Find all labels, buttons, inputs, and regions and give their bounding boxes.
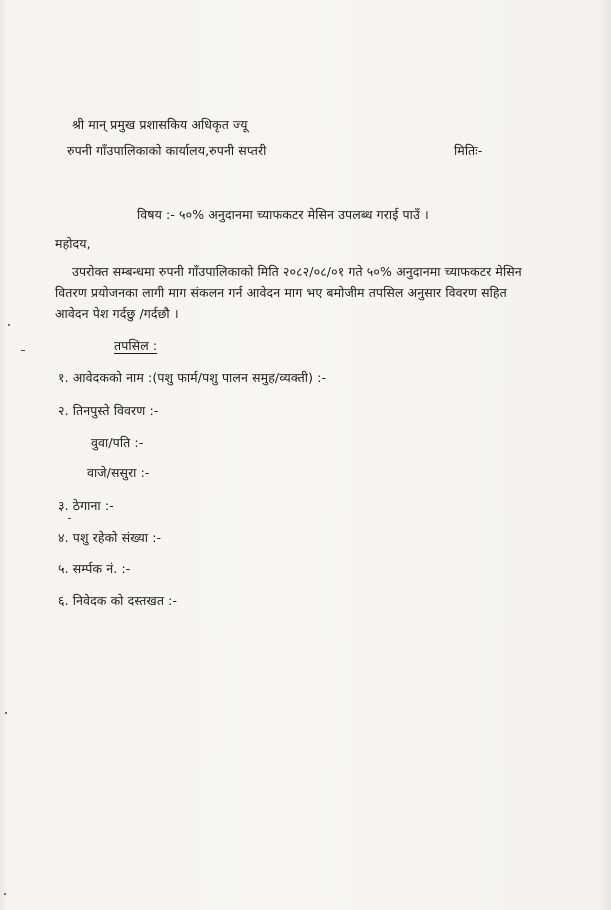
addressee-office: रुपनी गाँउपालिकाको कार्यालय,रुपनी सप्तरी bbox=[67, 143, 267, 158]
body-line-1: उपरोक्त सम्बन्धमा रुपनी गाँउपालिकाको मिति २०८२/०८/०१ गते ५०% अनुदानमा च्याफकटर मेसिन bbox=[72, 264, 522, 279]
scan-speck bbox=[68, 518, 71, 519]
date-label: मितिः- bbox=[454, 143, 483, 158]
scan-speck bbox=[5, 712, 7, 714]
addressee-title: श्री मान् प्रमुख प्रशासकिय अधिकृत ज्यू bbox=[72, 117, 248, 132]
field-grandfather: वाजे/ससुरा :- bbox=[87, 465, 150, 480]
field-family-details: २. तिनपुस्ते विवरण :- bbox=[58, 403, 159, 418]
salutation: महोदय, bbox=[55, 236, 91, 251]
subject-line: विषय :- ५०% अनुदानमा च्याफकटर मेसिन उपलब्ध गराई पाउँ । bbox=[137, 207, 429, 222]
field-address: ३. ठेगाना :- bbox=[58, 498, 114, 513]
body-line-3: आवेदन पेश गर्दछु /गर्दछौ । bbox=[55, 306, 179, 321]
details-heading: तपसिल : bbox=[114, 338, 158, 353]
scan-speck bbox=[4, 893, 6, 895]
field-contact-number: ५. सर्म्पक नं. :- bbox=[58, 561, 131, 576]
scan-speck bbox=[8, 324, 10, 326]
field-applicant-signature: ६. निवेदक को दस्तखत :- bbox=[58, 593, 178, 608]
field-applicant-name: १. आवेदकको नाम :(पशु फार्म/पशु पालन समुह/व्यक्ती) :- bbox=[58, 370, 327, 385]
body-line-2: वितरण प्रयोजनका लागी माग संकलन गर्न आवेदन माग भए बमोजीम तपसिल अनुसार विवरण सहित bbox=[55, 285, 507, 300]
field-livestock-count: ४. पशु रहेको संख्या :- bbox=[58, 530, 162, 545]
field-father-husband: वुवा/पति :- bbox=[91, 435, 144, 450]
scan-speck bbox=[21, 350, 25, 351]
